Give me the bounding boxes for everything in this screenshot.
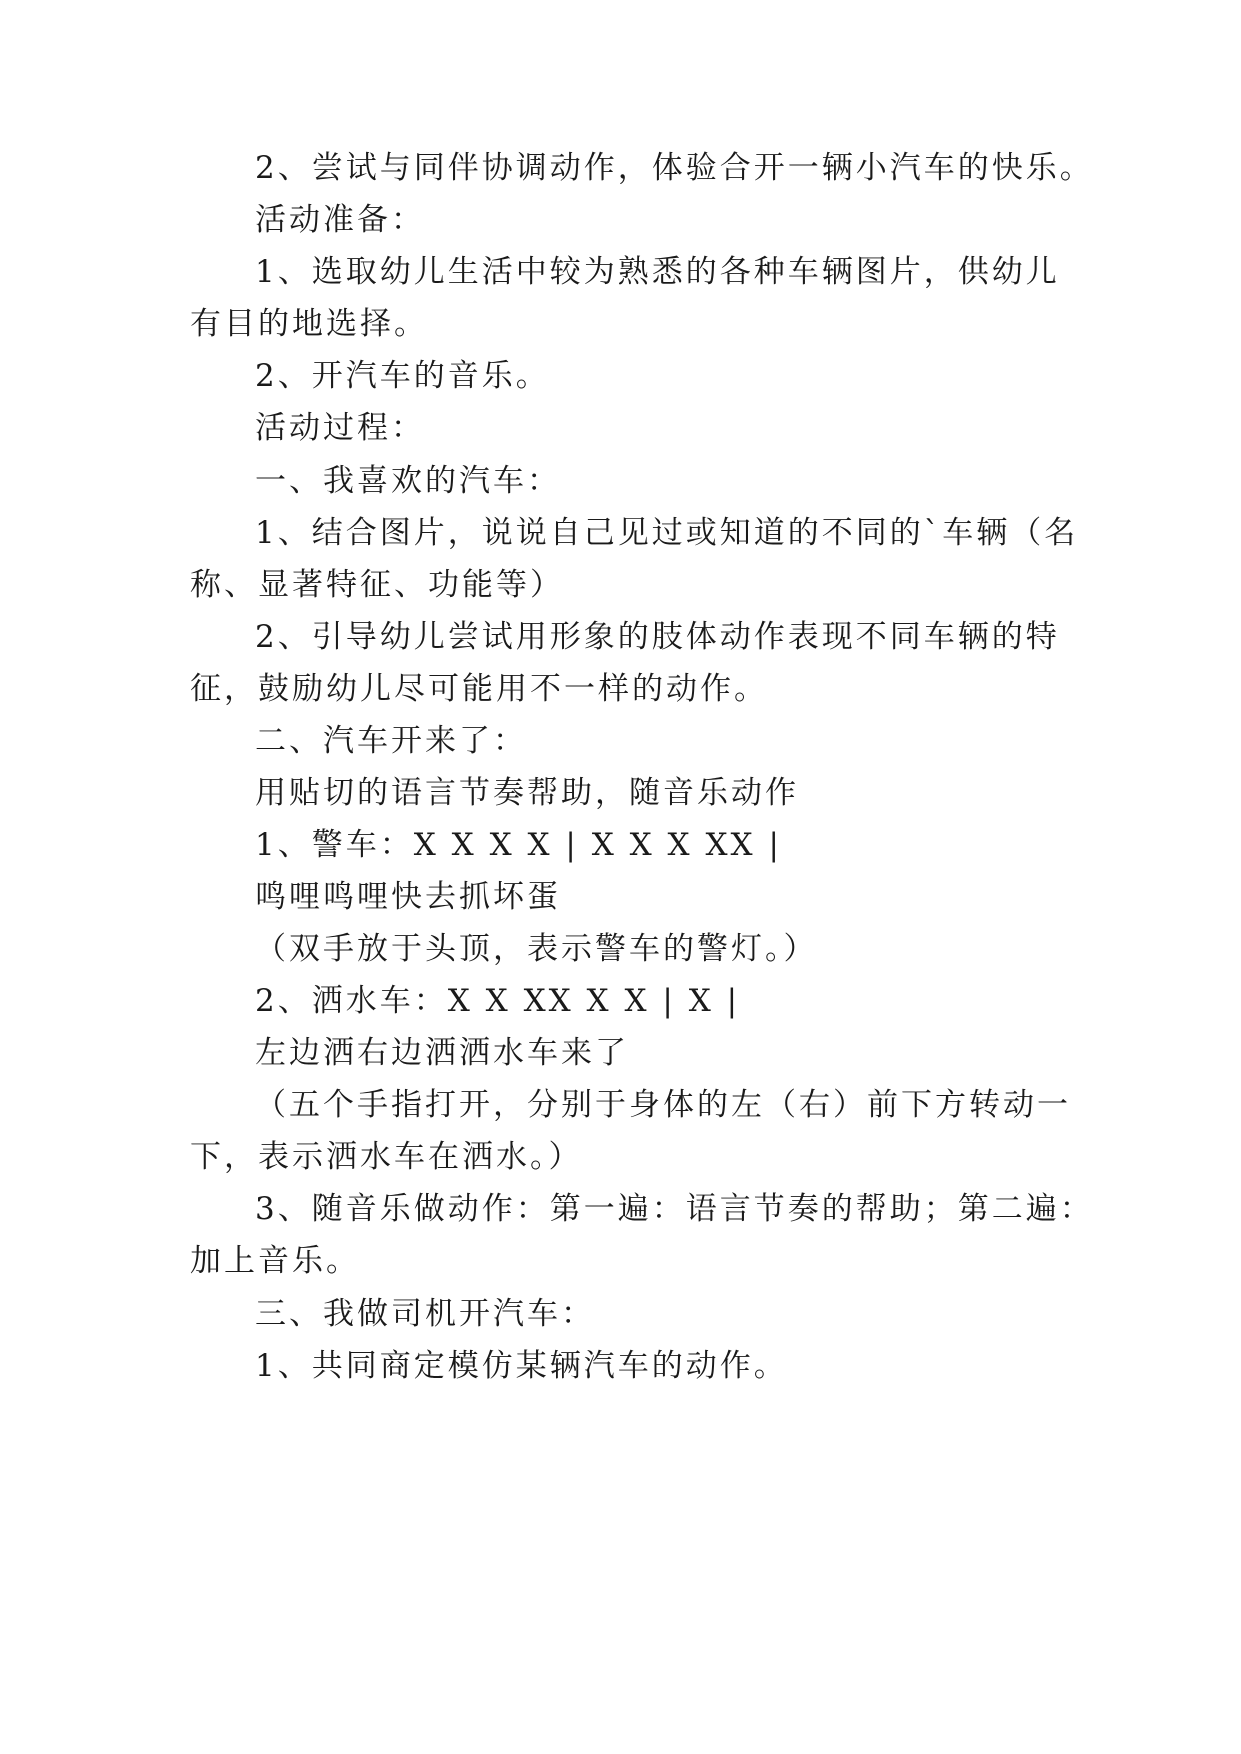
text-line: 用贴切的语言节奏帮助，随音乐动作 [255,775,799,811]
text-line: 加上音乐。 [190,1243,360,1279]
subsection-heading: 一、我喜欢的汽车： [255,463,561,499]
text-line: 2、引导幼儿尝试用形象的肢体动作表现不同车辆的特 [255,619,1060,655]
lyric-line: 鸣哩鸣哩快去抓坏蛋 [255,879,561,915]
text-line: 征，鼓励幼儿尽可能用不一样的动作。 [190,671,768,707]
subsection-heading: 三、我做司机开汽车： [255,1296,595,1332]
text-line: 1、选取幼儿生活中较为熟悉的各种车辆图片，供幼儿 [255,254,1060,290]
rhythm-line: 2、洒水车：X X XX X X | X | [255,983,741,1019]
text-line: 1、结合图片，说说自己见过或知道的不同的`车辆（名 [255,515,1079,551]
text-line: 称、显著特征、功能等） [190,567,564,603]
lyric-line: 左边洒右边洒洒水车来了 [255,1035,629,1071]
rhythm-line: 1、警车：X X X X | X X X XX | [255,827,782,863]
text-line: 3、随音乐做动作：第一遍：语言节奏的帮助；第二遍： [255,1191,1094,1227]
section-heading: 活动过程： [255,410,425,446]
text-line: （双手放于头顶，表示警车的警灯。） [255,931,818,967]
text-line: 下，表示洒水车在洒水。） [190,1139,583,1175]
text-line: （五个手指打开，分别于身体的左（右）前下方转动一 [255,1087,1071,1123]
subsection-heading: 二、汽车开来了： [255,723,527,759]
text-line: 1、共同商定模仿某辆汽车的动作。 [255,1348,788,1384]
section-heading: 活动准备： [255,202,425,238]
text-line: 2、尝试与同伴协调动作，体验合开一辆小汽车的快乐。 [255,150,1094,186]
text-line: 2、开汽车的音乐。 [255,358,550,394]
text-line: 有目的地选择。 [190,306,428,342]
